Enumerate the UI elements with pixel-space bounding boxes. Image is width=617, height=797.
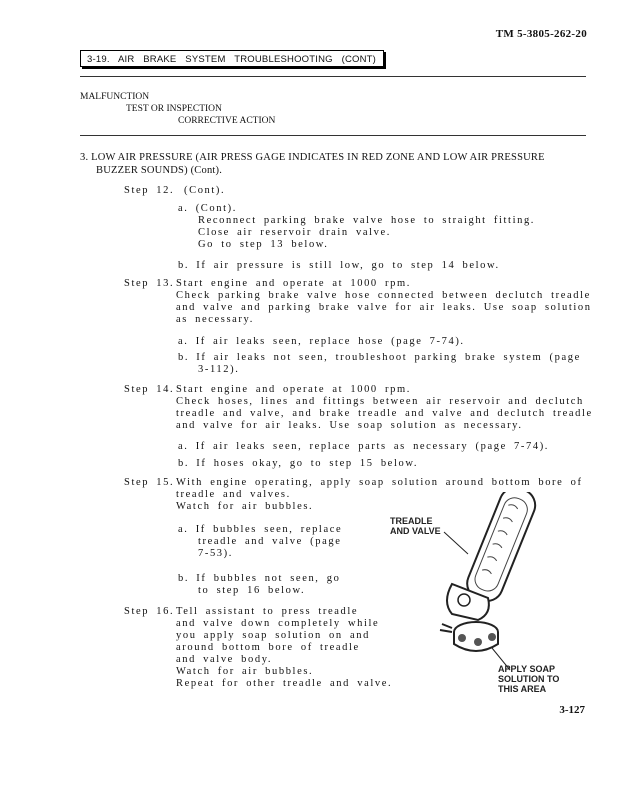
- step15-a-line: a. If bubbles seen, replace: [178, 524, 343, 535]
- page-number: 3-127: [559, 704, 585, 716]
- step12-a-line: Reconnect parking brake valve hose to straight fitting.: [198, 215, 536, 226]
- valve-port: [488, 633, 496, 641]
- step13-line: and valve and parking brake valve for air leaks. Use soap solution: [176, 302, 592, 313]
- column-action: CORRECTIVE ACTION: [178, 116, 276, 126]
- step15-label: Step 15.: [124, 477, 175, 488]
- callout-soap-line2: SOLUTION TO: [498, 674, 560, 684]
- step15-line: With engine operating, apply soap solution around bottom bore of: [176, 477, 583, 488]
- step13-b-line2: 3-112).: [198, 364, 240, 375]
- step14-line: and valve for air leaks. Use soap solution as necessary.: [176, 420, 523, 431]
- step14-line: Start engine and operate at 1000 rpm.: [176, 384, 411, 395]
- treadle-valve-figure: [380, 492, 580, 702]
- valve-port: [474, 638, 482, 646]
- step12-a-line: Go to step 13 below.: [198, 239, 329, 250]
- step16-line: Tell assistant to press treadle: [176, 606, 359, 617]
- step13-label: Step 13.: [124, 278, 175, 289]
- step16-line: Repeat for other treadle and valve.: [176, 678, 393, 689]
- column-malfunction: MALFUNCTION: [80, 92, 150, 102]
- step13-line: Start engine and operate at 1000 rpm.: [176, 278, 411, 289]
- header-rule: [80, 135, 586, 136]
- step12-label: Step 12.: [124, 185, 175, 196]
- callout-treadle-line2: AND VALVE: [390, 526, 441, 536]
- step14-line: Check hoses, lines and fittings between air reservoir and declutch: [176, 396, 584, 407]
- section-title-box: 3-19. AIR BRAKE SYSTEM TROUBLESHOOTING (CONT): [80, 50, 384, 67]
- valve-fitting: [440, 624, 452, 632]
- callout-soap-line1: APPLY SOAP: [498, 664, 556, 674]
- step15-line: treadle and valves.: [176, 489, 291, 500]
- step13-line: as necessary.: [176, 314, 254, 325]
- step16-line: Watch for air bubbles.: [176, 666, 314, 677]
- step13-b-line1: b. If air leaks not seen, troubleshoot parking brake system (page: [178, 352, 581, 363]
- step15-line: Watch for air bubbles.: [176, 501, 314, 512]
- callout-treadle-line1: TREADLE: [390, 516, 433, 526]
- step16-label: Step 16.: [124, 606, 175, 617]
- top-rule: [80, 76, 586, 77]
- valve-port: [458, 634, 466, 642]
- step15-a-line: 7-53).: [198, 548, 233, 559]
- treadle-leader: [444, 532, 468, 554]
- step14-b: b. If hoses okay, go to step 15 below.: [178, 458, 419, 469]
- step12-a-line: Close air reservoir drain valve.: [198, 227, 391, 238]
- step14-a: a. If air leaks seen, replace parts as necessary (page 7-74).: [178, 441, 550, 452]
- callout-soap-line3: THIS AREA: [498, 684, 547, 694]
- step16-line: you apply soap solution on and: [176, 630, 370, 641]
- step13-a: a. If air leaks seen, replace hose (page 7-74).: [178, 336, 465, 347]
- treadle-pedal: [462, 492, 540, 606]
- column-test: TEST OR INSPECTION: [126, 104, 222, 114]
- problem-line-1: 3. LOW AIR PRESSURE (AIR PRESS GAGE INDICATES IN RED ZONE AND LOW AIR PRESSURE: [80, 152, 545, 163]
- step16-line: and valve down completely while: [176, 618, 380, 629]
- step14-label: Step 14.: [124, 384, 175, 395]
- step15-a-line: treadle and valve (page: [198, 536, 342, 547]
- step12-a-label: a. (Cont).: [178, 203, 237, 214]
- tm-number: TM 5-3805-262-20: [495, 28, 587, 40]
- step12-b: b. If air pressure is still low, go to step 14 below.: [178, 260, 500, 271]
- step15-b-line: b. If bubbles not seen, go: [178, 573, 341, 584]
- step13-line: Check parking brake valve hose connected between declutch treadle: [176, 290, 591, 301]
- step16-line: around bottom bore of treadle: [176, 642, 360, 653]
- step12-text: (Cont).: [184, 185, 226, 196]
- step14-line: treadle and valve, and brake treadle and valve and declutch treadle: [176, 408, 593, 419]
- step16-line: and valve body.: [176, 654, 273, 665]
- problem-line-2: BUZZER SOUNDS) (Cont).: [96, 165, 223, 176]
- step15-b-line: to step 16 below.: [198, 585, 306, 596]
